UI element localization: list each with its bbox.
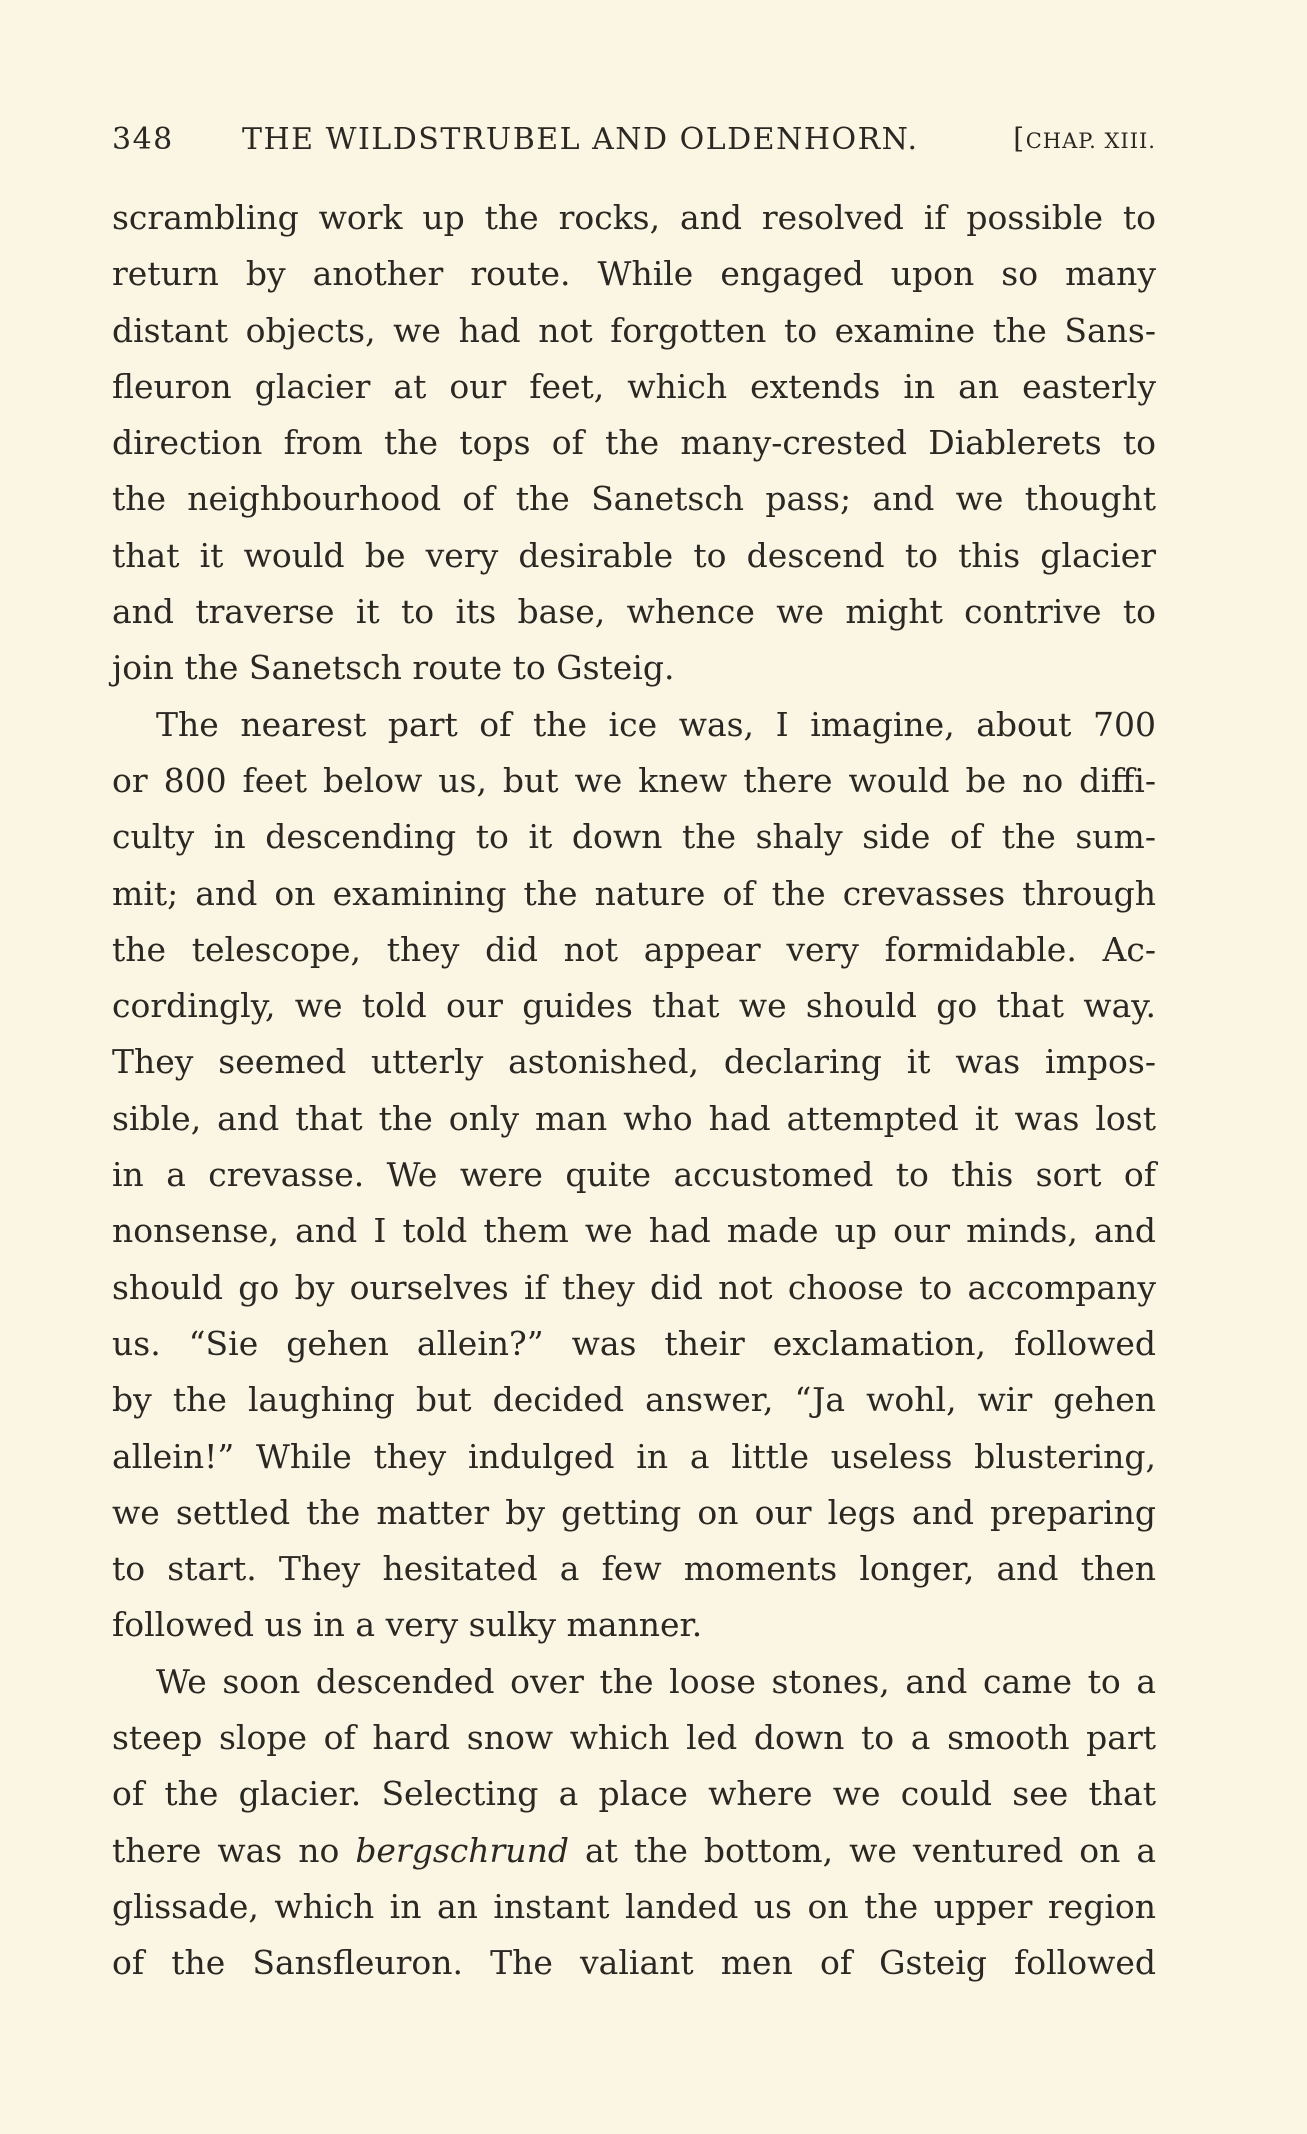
text-line: culty in descending to it down the shaly side of the sum- [112, 817, 1156, 857]
text-line: by the laughing but decided answer, “Ja wohl, wir gehen [112, 1380, 1156, 1420]
text-line: They seemed utterly astonished, declaring it was impos- [112, 1042, 1156, 1082]
text-line: allein!” While they indulged in a little useless blustering, [112, 1436, 1156, 1476]
text-line: the neighbourhood of the Sanetsch pass; and we thought [112, 479, 1156, 519]
chapter-label: CHAP. XIII. [1025, 129, 1156, 153]
paragraph-start-line: The nearest part of the ice was, I imagine, about 700 [156, 704, 1156, 744]
text-line: sible, and that the only man who had attempted it was lost [112, 1098, 1156, 1138]
text-line: we settled the matter by getting on our legs and preparing [112, 1492, 1156, 1532]
text-line: scrambling work up the rocks, and resolved if possible to [112, 198, 1156, 237]
text-line: us. “Sie gehen allein?” was their exclamation, followed [112, 1323, 1156, 1363]
text-line: distant objects, we had not forgotten to examine the Sans- [112, 310, 1156, 350]
text-line: nonsense, and I told them we had made up our minds, and [112, 1211, 1156, 1251]
text-line: fleuron glacier at our feet, which extends in an easterly [112, 366, 1156, 406]
text-line: of the glacier. Selecting a place where we could see that [112, 1774, 1156, 1814]
text-line: cordingly, we told our guides that we should go that way. [112, 986, 1156, 1026]
paragraph-end-line: join the Sanetsch route to Gsteig. [112, 648, 675, 688]
text-line: steep slope of hard snow which led down to a smooth part [112, 1718, 1156, 1758]
text-line: glissade, which in an instant landed us on the upper region [112, 1886, 1156, 1926]
running-title: THE WILDSTRUBEL AND OLDENHORN. [242, 122, 919, 157]
text-line: return by another route. While engaged upon so many [112, 254, 1156, 294]
running-header [112, 122, 1156, 162]
italic-term: bergschrund [355, 1830, 569, 1870]
text-line: and traverse it to its base, whence we might contrive to [112, 592, 1156, 632]
text-line: the telescope, they did not appear very formidable. Ac- [112, 929, 1156, 969]
text-line: should go by ourselves if they did not choose to accompany [112, 1267, 1156, 1307]
text-line: direction from the tops of the many-crested Diablerets to [112, 423, 1156, 463]
text-segment: at the bottom, we ventured on a [568, 1830, 1156, 1870]
text-line: mit; and on examining the nature of the crevasses through [112, 873, 1156, 913]
text-line: in a crevasse. We were quite accustomed to this sort of [112, 1155, 1156, 1195]
text-segment: there was no [112, 1830, 356, 1870]
chapter-reference: [CHAP. XIII. [1013, 122, 1156, 155]
text-line: or 800 feet below us, but we knew there would be no diffi- [112, 760, 1156, 800]
body-text [112, 190, 1156, 1992]
paragraph-end-line: followed us in a very sulky manner. [112, 1605, 703, 1645]
text-line: that it would be very desirable to descend to this glacier [112, 535, 1156, 575]
paragraph-start-line: We soon descended over the loose stones, and came to a [156, 1661, 1156, 1701]
page-number: 348 [112, 122, 174, 157]
text-line: of the Sansfleuron. The valiant men of Gsteig followed [112, 1943, 1156, 1983]
text-line-with-italic [112, 1823, 1156, 1879]
text-line: to start. They hesitated a few moments longer, and then [112, 1549, 1156, 1589]
